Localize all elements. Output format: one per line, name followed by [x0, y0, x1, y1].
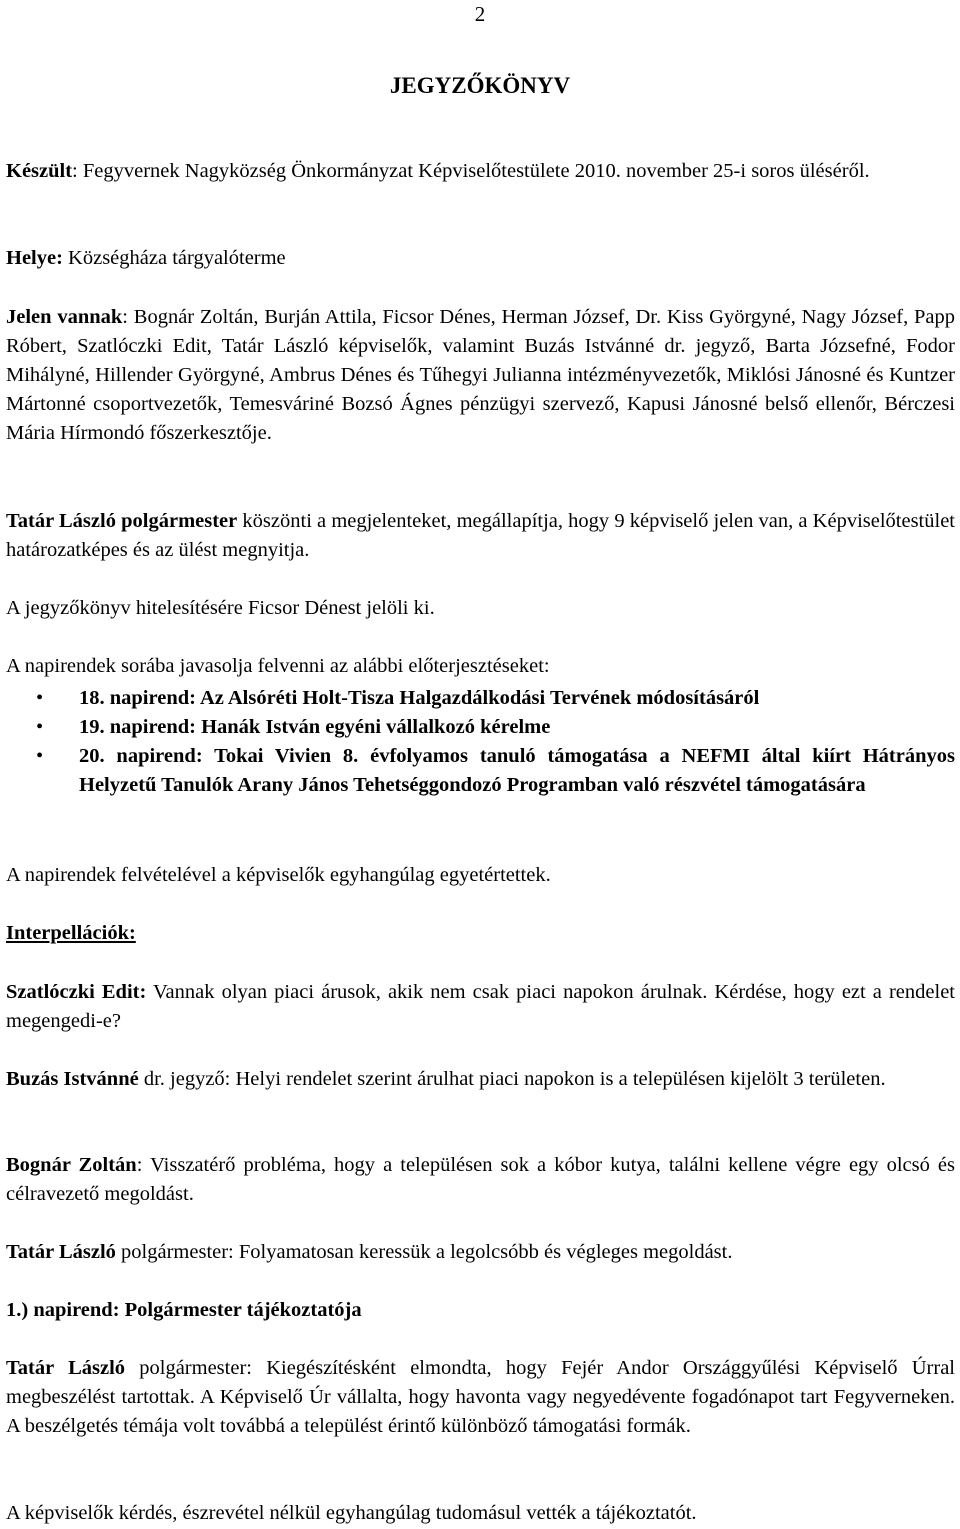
szatloczki-paragraph	[6, 978, 955, 1036]
napirend1-heading	[6, 1296, 955, 1325]
bullet-icon: •	[36, 687, 44, 709]
opening-text: köszönti a megjelenteket, megállapítja, hogy 9 képviselő jelen van, a Képviselőtestület határozatképes és az ülést megnyitja.	[6, 510, 955, 561]
document-title: JEGYZŐKÖNYV	[389, 73, 571, 98]
agenda-item-text: 20. napirend: Tokai Vivien 8. évfolyamos tanuló támogatása a NEFMI által kiírt Hátrányos Helyzetű Tanulók Arany János Tehetséggondozó Programban való részvétel támogatására	[79, 745, 955, 796]
hitelesites-paragraph: A jegyzőkönyv hitelesítésére Ficsor Dénest jelöli ki.	[6, 597, 435, 619]
page-number: 2	[474, 2, 486, 26]
agenda-item	[6, 742, 955, 800]
tatar2-label: Tatár László	[6, 1357, 126, 1379]
napirend-accept: A napirendek felvételével a képviselők egyhangúlag egyetértettek.	[6, 864, 551, 886]
interpellaciok-heading	[6, 919, 955, 948]
szatloczki-text: Vannak olyan piaci árusok, akik nem csak piaci napokon árulnak. Kérdése, hogy ezt a rendelet megengedi-e?	[6, 981, 955, 1032]
keszult-paragraph	[6, 157, 955, 186]
bognar-paragraph	[6, 1151, 955, 1209]
jelen-paragraph	[6, 303, 955, 448]
keszult-text: : Fegyvernek Nagyközség Önkormányzat Képviselőtestülete 2010. november 25-i soros üléséről.	[72, 160, 870, 182]
jelen-label: Jelen vannak	[6, 306, 123, 328]
tatar2-paragraph	[6, 1354, 955, 1441]
buzas-label: Buzás Istvánné	[6, 1068, 139, 1090]
keszult-label: Készült	[6, 160, 73, 182]
napirend-intro: A napirendek sorába javasolja felvenni az alábbi előterjesztéseket:	[6, 655, 550, 677]
agenda-item-text: 18. napirend: Az Alsóréti Holt-Tisza Halgazdálkodási Tervének módosításáról	[79, 687, 760, 709]
helye-text: Községháza tárgyalóterme	[62, 247, 286, 269]
closing-paragraph: A képviselők kérdés, észrevétel nélkül egyhangúlag tudomásul vették a tájékoztatót.	[6, 1502, 697, 1524]
helye-paragraph	[6, 244, 955, 273]
tatar2-text: polgármester: Kiegészítésként elmondta, hogy Fejér Andor Országgyűlési Képviselő Úrral megbeszélést tartottak. A Képviselő Úr vállalta, hogy havonta vagy negyedévente fogadónapot tart Fegyverneken. A beszélgetés témája volt továbbá a települést érintő különböző támogatási formák.	[6, 1357, 955, 1437]
interpellaciok-label: Interpellációk:	[6, 922, 136, 944]
tatar1-paragraph	[6, 1238, 955, 1267]
bullet-icon: •	[36, 745, 44, 767]
jelen-text: : Bognár Zoltán, Burján Attila, Ficsor Dénes, Herman József, Dr. Kiss Györgyné, Nagy József, Papp Róbert, Szatlóczki Edit, Tatár László képviselők, valamint Buzás Istvánné dr. jegyző, Barta Józsefné, Fodor Mihályné, Hillender Györgyné, Ambrus Dénes és Tűhegyi Julianna intézményvezetők, Miklósi Jánosné és Kuntzer Mártonné csoportvezetők, Temesváriné Bozsó Ágnes pénzügyi szervező, Kapusi Jánosné belső ellenőr, Bérczesi Mária Hírmondó főszerkesztője.	[6, 306, 956, 444]
agenda-item	[6, 684, 955, 713]
bullet-icon: •	[36, 716, 44, 738]
bognar-text: : Visszatérő probléma, hogy a településen sok a kóbor kutya, találni kellene végre egy olcsó és célravezető megoldást.	[6, 1154, 955, 1205]
tatar1-label: Tatár László	[6, 1241, 116, 1263]
szatloczki-label: Szatlóczki Edit:	[6, 981, 147, 1003]
bognar-label: Bognár Zoltán	[6, 1154, 137, 1176]
tatar1-text: polgármester: Folyamatosan keressük a legolcsóbb és végleges megoldást.	[115, 1241, 733, 1263]
agenda-item	[6, 713, 955, 742]
opening-paragraph	[6, 507, 955, 565]
opening-label: Tatár László polgármester	[6, 510, 238, 532]
helye-label: Helye:	[6, 247, 63, 269]
buzas-paragraph	[6, 1065, 955, 1094]
buzas-text: dr. jegyző: Helyi rendelet szerint árulhat piaci napokon is a településen kijelölt 3 területen.	[138, 1068, 886, 1090]
agenda-item-text: 19. napirend: Hanák István egyéni vállalkozó kérelme	[79, 716, 551, 738]
agenda-list	[6, 684, 955, 800]
napirend1-title: 1.) napirend: Polgármester tájékoztatója	[6, 1299, 362, 1321]
